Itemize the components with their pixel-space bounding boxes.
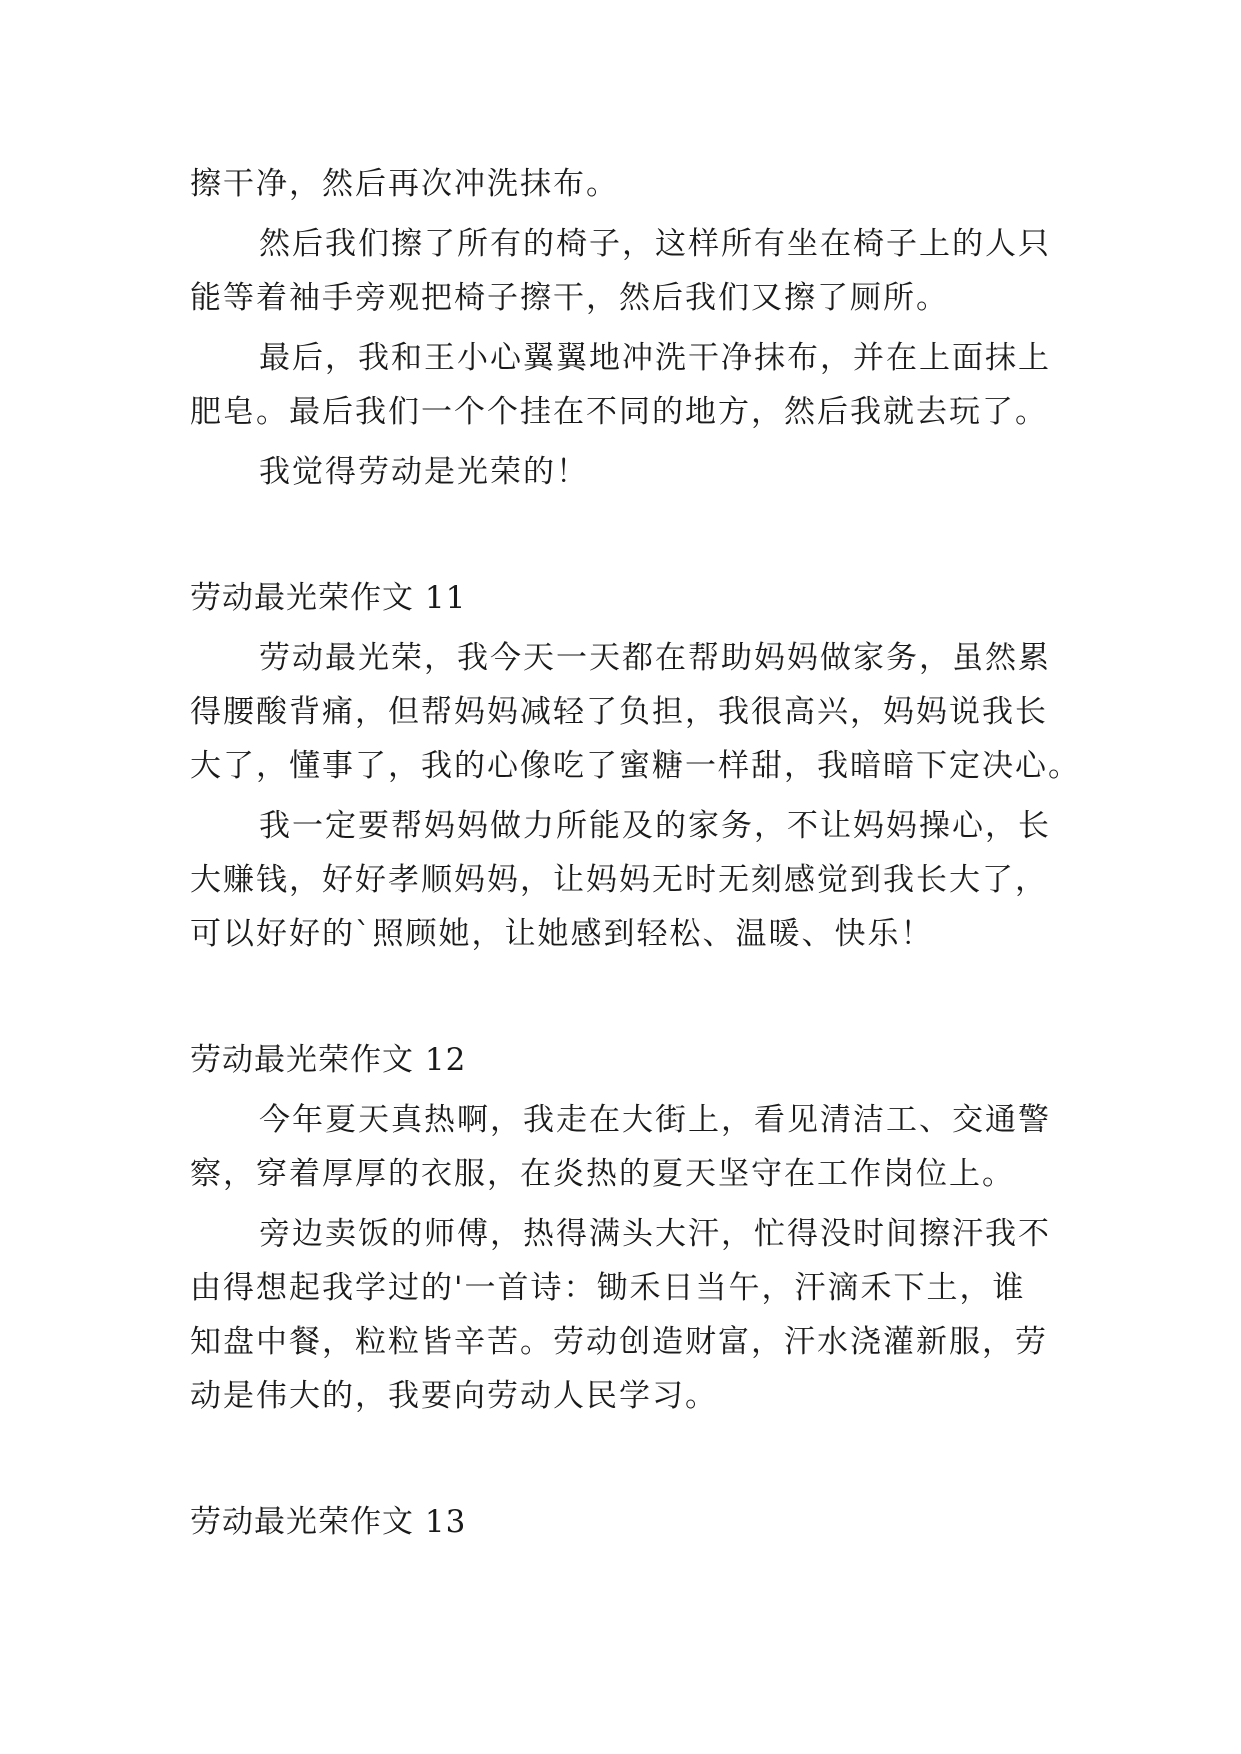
section-heading: 劳动最光荣作文 11 [190,580,467,616]
paragraph-line: 大了，懂事了，我的心像吃了蜜糖一样甜，我暗暗下定决心。 [190,748,1081,784]
paragraph-line: 知盘中餐，粒粒皆辛苦。劳动创造财富，汗水浇灌新服，劳 [190,1324,1048,1360]
paragraph-line: 然后我们擦了所有的椅子，这样所有坐在椅子上的人只 [259,226,1051,262]
section-heading: 劳动最光荣作文 12 [190,1042,467,1078]
paragraph-line: 今年夏天真热啊，我走在大街上，看见清洁工、交通警 [259,1102,1051,1138]
paragraph-line: 察，穿着厚厚的衣服，在炎热的夏天坚守在工作岗位上。 [190,1156,1015,1192]
paragraph-line: 我觉得劳动是光荣的！ [259,454,589,490]
paragraph-line: 劳动最光荣，我今天一天都在帮助妈妈做家务，虽然累 [259,640,1051,676]
paragraph-line: 最后，我和王小心翼翼地冲洗干净抹布，并在上面抹上 [259,340,1051,376]
paragraph-line: 得腰酸背痛，但帮妈妈减轻了负担，我很高兴，妈妈说我长 [190,694,1048,730]
paragraph-line: 旁边卖饭的师傅，热得满头大汗，忙得没时间擦汗我不 [259,1216,1051,1252]
paragraph-line: 动是伟大的，我要向劳动人民学习。 [190,1378,718,1414]
paragraph-line: 由得想起我学过的'一首诗：锄禾日当午，汗滴禾下土，谁 [190,1270,1026,1306]
paragraph-line: 可以好好的`照顾她，让她感到轻松、温暖、快乐！ [190,916,934,952]
paragraph-line: 擦干净，然后再次冲洗抹布。 [190,166,619,202]
paragraph-line: 能等着袖手旁观把椅子擦干，然后我们又擦了厕所。 [190,280,949,316]
paragraph-line: 肥皂。最后我们一个个挂在不同的地方，然后我就去玩了。 [190,394,1048,430]
section-heading: 劳动最光荣作文 13 [190,1504,467,1540]
paragraph-line: 我一定要帮妈妈做力所能及的家务，不让妈妈操心，长 [259,808,1051,844]
paragraph-line: 大赚钱，好好孝顺妈妈，让妈妈无时无刻感觉到我长大了， [190,862,1048,898]
